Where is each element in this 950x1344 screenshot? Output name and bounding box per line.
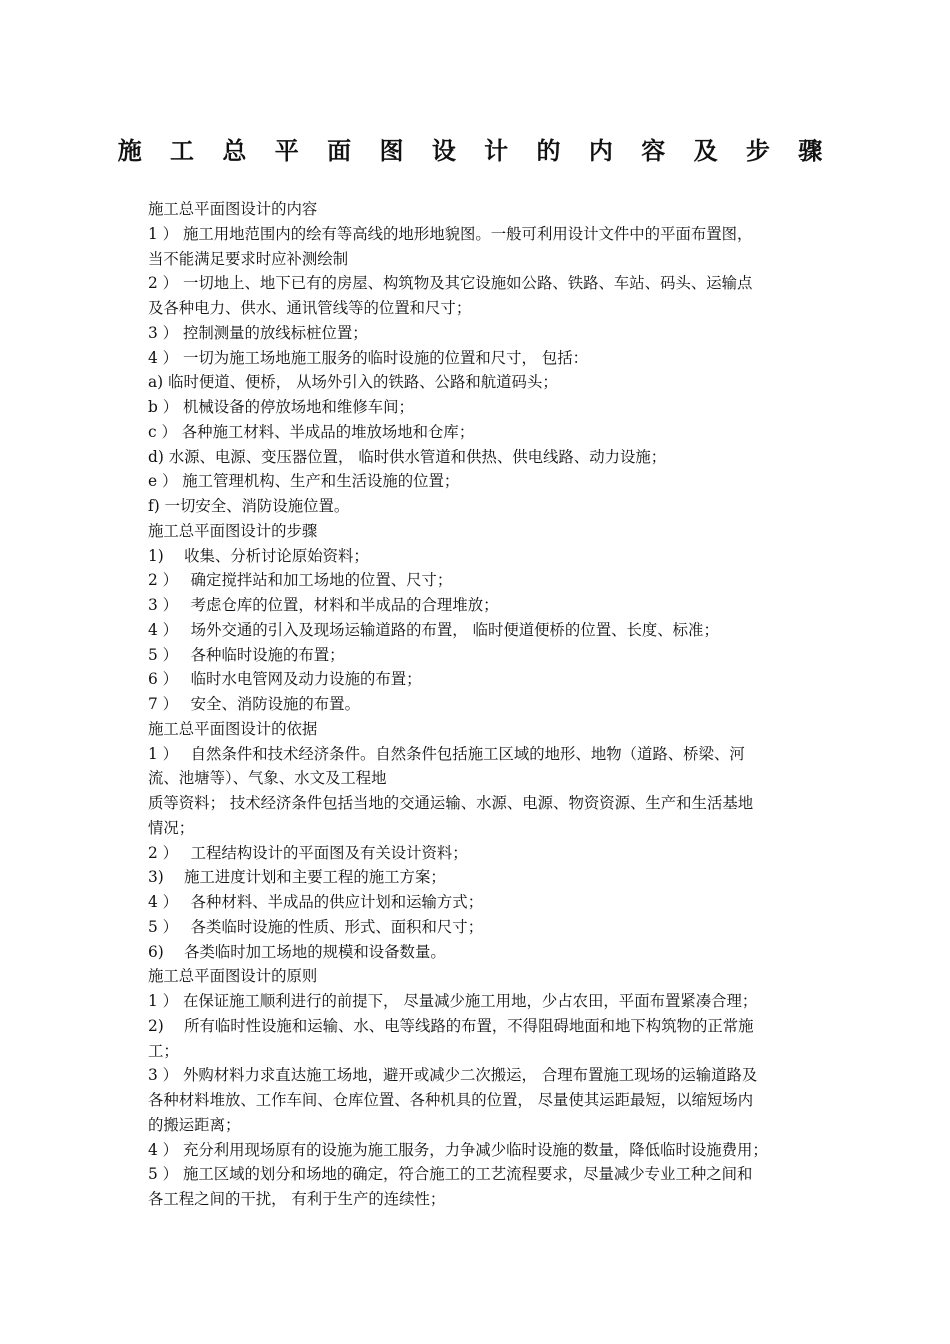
text-line: 1 ） 自然条件和技术经济条件。自然条件包括施工区域的地形、地物（道路、桥梁、河 [148, 744, 745, 763]
text-line: 2 ） 工程结构设计的平面图及有关设计资料； [148, 843, 468, 862]
text-line: 施工总平面图设计的原则 [148, 967, 318, 986]
text-line: 6) 各类临时加工场地的规模和设备数量。 [148, 942, 446, 961]
document-body [148, 197, 808, 1212]
text-line: 4 ） 场外交通的引入及现场运输道路的布置， 临时便道便桥的位置、长度、标准； [148, 620, 719, 639]
text-line: 3 ） 考虑仓库的位置，材料和半成品的合理堆放； [148, 596, 499, 614]
text-line: 当不能满足要求时应补测绘制 [148, 249, 349, 268]
text-line: 的搬运距离； [148, 1115, 241, 1134]
text-line: 施工总平面图设计的步骤 [148, 521, 318, 540]
document-title: 施 工 总 平 面 图 设 计 的 内 容 及 步 骤 [117, 137, 833, 165]
text-line: 工； [148, 1041, 179, 1060]
text-line: 各种材料堆放、工作车间、仓库位置、各种机具的位置， 尽量使其运距最短，以缩短场内 [148, 1091, 754, 1109]
text-line: 7 ） 安全、消防设施的布置。 [148, 695, 360, 713]
text-line: 情况； [148, 818, 195, 837]
text-line: a) 临时便道、便桥， 从场外引入的铁路、公路和航道码头； [148, 373, 558, 392]
text-line: 5 ） 各类临时设施的性质、形式、面积和尺寸； [148, 917, 484, 936]
text-line: 施工总平面图设计的内容 [148, 200, 318, 218]
text-line: 及各种电力、供水、通讯管线等的位置和尺寸； [148, 299, 472, 317]
text-line: 4 ） 各种材料、半成品的供应计划和运输方式； [148, 893, 484, 911]
text-line: 3) 施工进度计划和主要工程的施工方案； [148, 868, 446, 887]
text-line: 2) 所有临时性设施和运输、水、电等线路的布置，不得阻碍地面和地下构筑物的正常施 [148, 1016, 754, 1035]
text-line: 2 ） 一切地上、地下已有的房屋、构筑物及其它设施如公路、铁路、车站、码头、运输点 [148, 274, 753, 293]
text-line: 5 ） 各种临时设施的布置； [148, 645, 345, 664]
text-line: 1 ） 在保证施工顺利进行的前提下， 尽量减少施工用地，少占农田，平面布置紧凑合理； [148, 992, 758, 1010]
text-line: 3 ） 控制测量的放线标桩位置； [148, 323, 368, 342]
text-line: 质等资料； 技术经济条件包括当地的交通运输、水源、电源、物资资源、生产和生活基地 [148, 794, 754, 812]
text-line: 3 ） 外购材料力求直达施工场地，避开或减少二次搬运， 合理布置施工现场的运输道路及 [148, 1066, 758, 1085]
text-line: 1) 收集、分析讨论原始资料； [148, 546, 369, 565]
text-line: e ） 施工管理机构、生产和生活设施的位置； [148, 472, 460, 491]
text-line: 6 ） 临时水电管网及动力设施的布置； [148, 670, 422, 689]
text-line: 流、池塘等）、气象、水文及工程地 [148, 769, 387, 788]
text-line: 5 ） 施工区域的划分和场地的确定，符合施工的工艺流程要求，尽量减少专业工种之间和 [148, 1165, 753, 1184]
text-line: 4 ） 充分利用现场原有的设施为施工服务，力争减少临时设施的数量，降低临时设施费用； [148, 1140, 768, 1159]
text-line: d) 水源、电源、变压器位置， 临时供水管道和供热、供电线路、动力设施； [148, 447, 667, 466]
text-line: 各工程之间的干扰， 有利于生产的连续性； [148, 1190, 446, 1208]
text-line: c ） 各种施工材料、半成品的堆放场地和仓库； [148, 422, 475, 441]
text-line: 1 ） 施工用地范围内的绘有等高线的地形地貌图。一般可利用设计文件中的平面布置图， [148, 224, 753, 243]
text-line: b ） 机械设备的停放场地和维修车间； [148, 398, 414, 416]
text-line: 4 ） 一切为施工场地施工服务的临时设施的位置和尺寸， 包括： [148, 348, 589, 367]
text-line: f) 一切安全、消防设施位置。 [148, 497, 350, 515]
text-line: 2 ） 确定搅拌站和加工场地的位置、尺寸； [148, 571, 453, 590]
text-line: 施工总平面图设计的依据 [148, 719, 318, 738]
